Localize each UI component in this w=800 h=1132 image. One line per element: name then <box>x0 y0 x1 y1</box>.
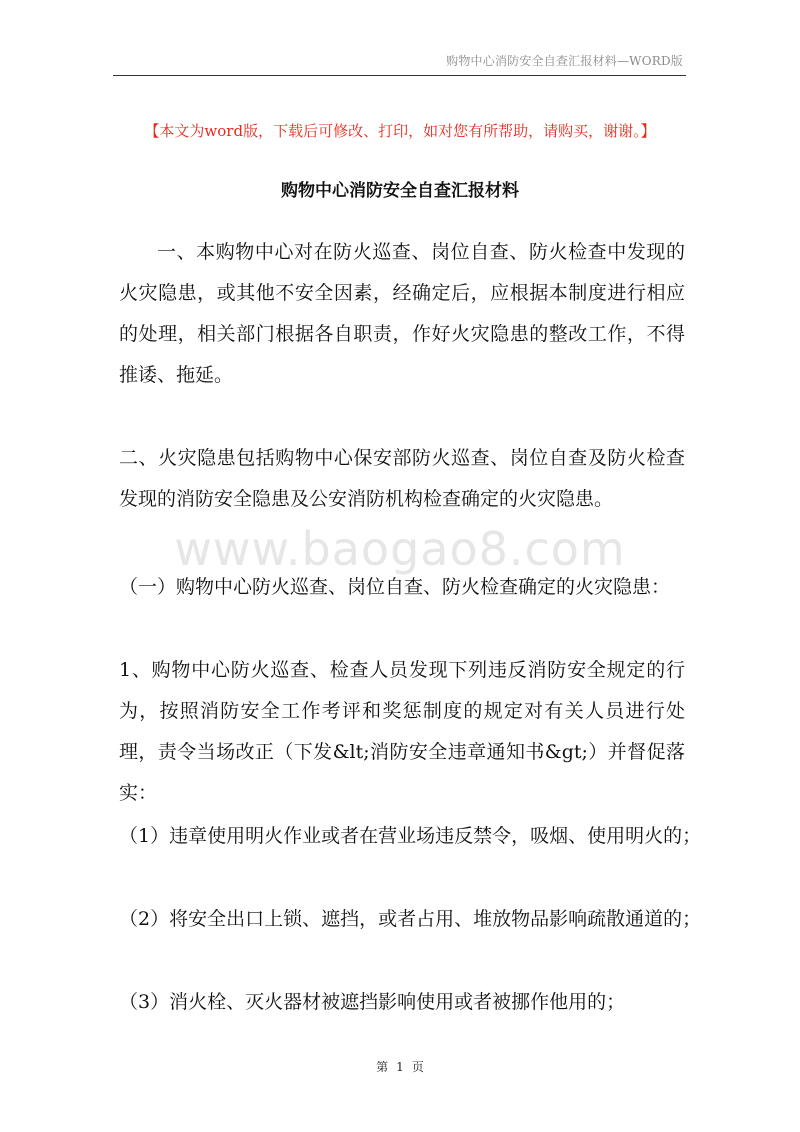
watermark: www.baogao8.com <box>174 522 626 576</box>
page-number: 1 <box>396 1060 404 1074</box>
download-notice: 【本文为word版，下载后可修改、打印，如对您有所帮助，请购买，谢谢。】 <box>144 122 656 140</box>
list-item-3: （3）消火栓、灭火器材被遮挡影响使用或者被挪作他用的； <box>119 991 626 1013</box>
paragraph-4: 1、购物中心防火巡查、检查人员发现下列违反消防安全规定的行为，按照消防安全工作考评和奖惩制度的规定对有关人员进行处理，责令当场改正（下发&lt;消防安全违章通知书&gt;）并督促落实： <box>119 659 685 804</box>
paragraph-1: 一、本购物中心对在防火巡查、岗位自查、防火检查中发现的火灾隐患，或其他不安全因素，经确定后，应根据本制度进行相应的处理，相关部门根据各自职责，作好火灾隐患的整改工作，不得推诿、拖延。 <box>119 241 685 386</box>
footer-suffix: 页 <box>411 1060 424 1074</box>
running-header: 购物中心消防安全自查汇报材料—WORD版 <box>446 54 683 68</box>
paragraph-2: 二、火灾隐患包括购物中心保安部防火巡查、岗位自查及防火检查发现的消防安全隐患及公安消防机构检查确定的火灾隐患。 <box>119 447 685 510</box>
paragraph-3: （一）购物中心防火巡查、岗位自查、防火检查确定的火灾隐患： <box>119 576 671 598</box>
header-divider <box>113 75 686 76</box>
footer-prefix: 第 <box>376 1060 389 1074</box>
page-footer <box>0 1058 800 1075</box>
document-title: 购物中心消防安全自查汇报材料 <box>281 181 519 201</box>
list-item-1: （1）违章使用明火作业或者在营业场违反禁令，吸烟、使用明火的； <box>119 825 702 847</box>
list-item-2: （2）将安全出口上锁、遮挡，或者占用、堆放物品影响疏散通道的； <box>119 908 702 930</box>
